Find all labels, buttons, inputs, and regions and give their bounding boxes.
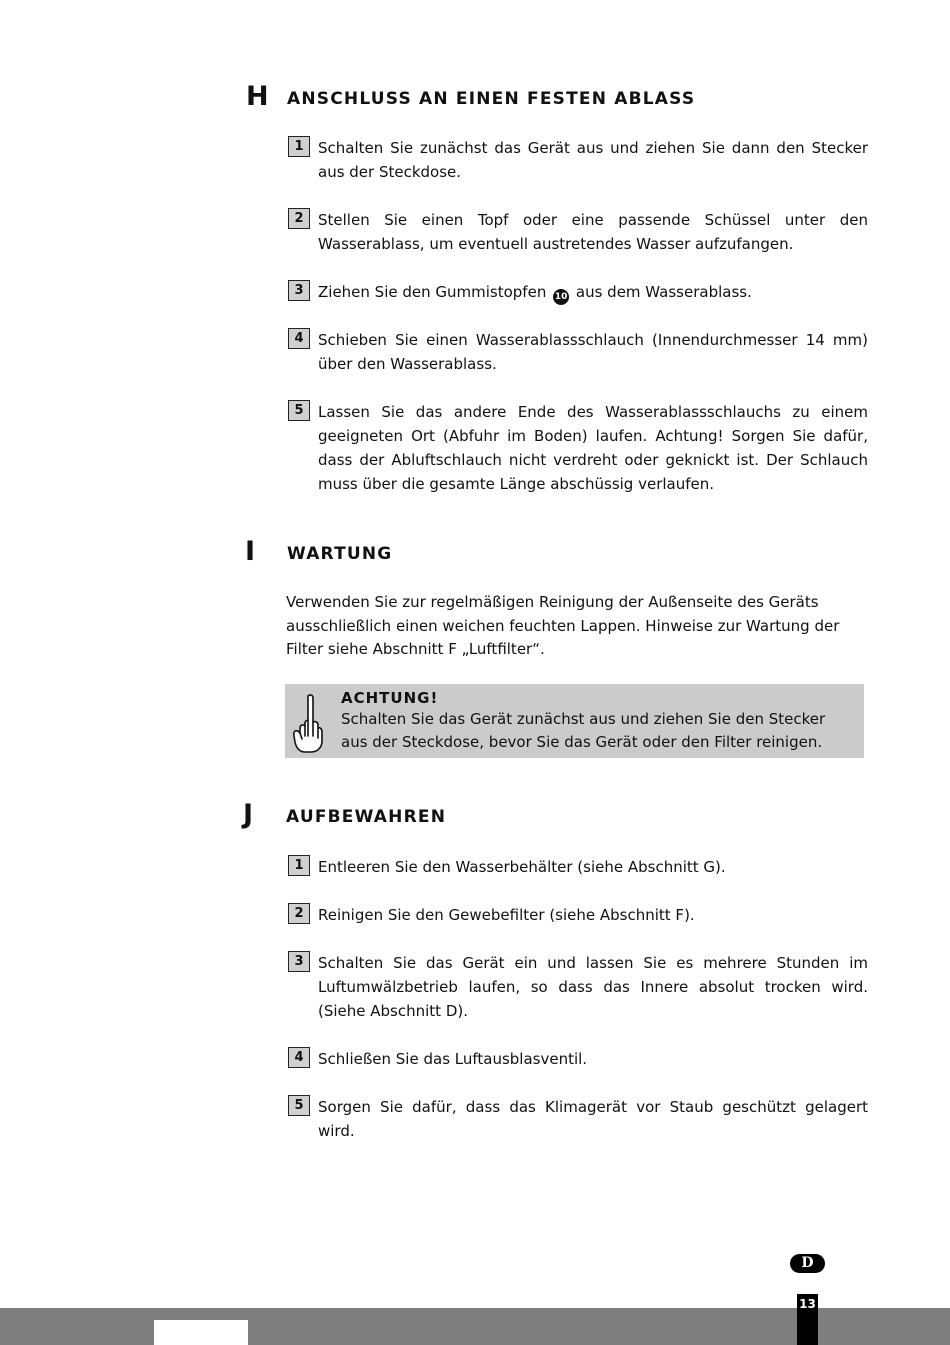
- section-letter-h: H: [246, 81, 269, 112]
- step-h-1: [288, 136, 868, 184]
- step-text: Stellen Sie einen Topf oder eine passende Schüssel unter den Wasserablass, um eventuell austretendes Wasser aufzufangen.: [318, 211, 868, 253]
- step-text: Sorgen Sie dafür, dass das Klimagerät vor Staub geschützt gelagert wird.: [318, 1098, 868, 1140]
- step-h-4: [288, 328, 868, 376]
- step-h-2: [288, 208, 868, 256]
- step-text: Schalten Sie zunächst das Gerät aus und ziehen Sie dann den Stecker aus der Steckdose.: [318, 139, 868, 181]
- step-number: 2: [288, 208, 310, 229]
- pointing-hand-icon: [291, 692, 325, 754]
- section-letter-j: J: [243, 799, 254, 830]
- language-badge: D: [790, 1254, 825, 1273]
- step-number: 3: [288, 951, 310, 972]
- step-text: Schieben Sie einen Wasserablassschlauch (Innendurchmesser 14 mm) über den Wasserablass.: [318, 331, 868, 373]
- maintenance-paragraph: Verwenden Sie zur regelmäßigen Reinigung der Außenseite des Geräts ausschließlich einen weichen feuchten Lappen. Hinweise zur Wartung der Filter siehe Abschnitt F „Luftfilter“.: [286, 593, 840, 658]
- step-number: 4: [288, 328, 310, 349]
- warning-box: [285, 684, 864, 758]
- footer-white-block: [154, 1320, 248, 1345]
- section-title-h: ANSCHLUSS AN EINEN FESTEN ABLASS: [287, 89, 696, 109]
- step-text: Entleeren Sie den Wasserbehälter (siehe Abschnitt G).: [318, 858, 726, 876]
- step-j-1: [288, 855, 868, 879]
- section-title-i: WARTUNG: [287, 544, 393, 564]
- step-number: 1: [288, 136, 310, 157]
- section-title-j: AUFBEWAHREN: [286, 807, 447, 827]
- part-reference-badge: 10: [553, 289, 569, 305]
- step-j-5: [288, 1095, 868, 1143]
- page-number: 13: [797, 1294, 818, 1345]
- step-j-3: [288, 951, 868, 1023]
- step-number: 1: [288, 855, 310, 876]
- warning-title: ACHTUNG!: [341, 689, 439, 707]
- step-j-4: [288, 1047, 868, 1071]
- step-text: Lassen Sie das andere Ende des Wasserablassschlauchs zu einem geeigneten Ort (Abfuhr im Boden) laufen. Achtung! Sorgen Sie dafür, dass der Abluftschlauch nicht verdreht oder geknickt ist. Der Schlauch muss über die gesamte Länge abschüssig verlaufen.: [318, 403, 868, 493]
- step-text: Schalten Sie das Gerät ein und lassen Sie es mehrere Stunden im Luftumwälzbetrieb laufen, so dass das Innere absolut trocken wird. (Siehe Abschnitt D).: [318, 954, 868, 1020]
- step-text-after: aus dem Wasserablass.: [575, 283, 752, 301]
- step-number: 2: [288, 903, 310, 924]
- step-h-3: [288, 280, 868, 305]
- step-text: [318, 280, 868, 305]
- step-h-5: [288, 400, 868, 496]
- step-text: Reinigen Sie den Gewebefilter (siehe Abschnitt F).: [318, 906, 695, 924]
- step-text: Schließen Sie das Luftausblasventil.: [318, 1050, 588, 1068]
- step-text-before: Ziehen Sie den Gummistopfen: [318, 283, 547, 301]
- step-number: 4: [288, 1047, 310, 1068]
- section-letter-i: I: [245, 536, 256, 567]
- warning-text: Schalten Sie das Gerät zunächst aus und ziehen Sie den Stecker aus der Steckdose, bevor Sie das Gerät oder den Filter reinigen.: [341, 710, 826, 751]
- step-j-2: [288, 903, 868, 927]
- step-number: 5: [288, 1095, 310, 1116]
- step-number: 5: [288, 400, 310, 421]
- step-number: 3: [288, 280, 310, 301]
